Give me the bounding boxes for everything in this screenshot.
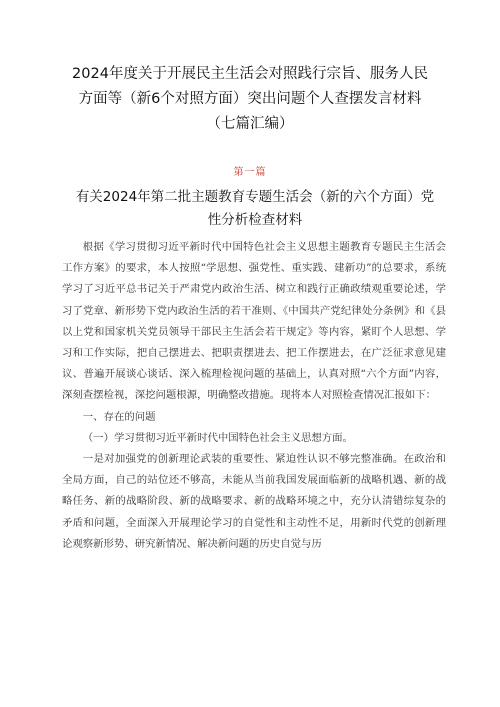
subheading-study: （一）学习贯彻习近平新时代中国特色社会主义思想方面。	[82, 431, 353, 444]
section-label: 第一篇	[233, 167, 267, 178]
intro-paragraph: 根据《学习贯彻习近平新时代中国特色社会主义思想主题教育专题民主生活会工作方案》的要求，本人按照“学思想、强党性、重实践、建新功”的总要求，系统学习了习近平总书记关于严肃党内政治生活、树立和践行正确政绩观重要论述，学习了党章、新形势下党内政治生活的若干准则、《中国共产党纪律处分条例》和《县以上党和国家机关党员领导干部民主生活会若干规定》等内容，紧盯个人思想、学习和工作实际，把自己摆进去、把职责摆进去、把工作摆进去，在广泛征求意见建议、普遍开展谈心谈话、深入梳理检视问题的基础上，认真对照“六个方面”内容，深刻查摆检视，深挖问题根源，明确整改措施。现将本人对照检查情况汇报如下：	[62, 241, 446, 402]
title-line-2: 方面等（新6个对照方面）突出问题个人查摆发言材料	[78, 91, 422, 107]
title-line-1: 2024年度关于开展民主生活会对照践行宗旨、服务人民	[72, 66, 428, 82]
article-title	[40, 186, 470, 232]
document-title	[40, 62, 460, 137]
body-text	[62, 237, 446, 555]
body-paragraph: 一是对加强党的创新理论武装的重要性、紧迫性认识不够完整准确。在政治和全局方面，自己的站位还不够高，未能从当前我国发展面临新的战略机遇、新的战略任务、新的战略阶段、新的战略要求、新的战略环境之中，充分认清错综复杂的矛盾和问题，全面深入开展理论学习的自觉性和主动性不足，用新时代党的创新理论观察新形势、研究新情况、解决新问题的历史自觉与历	[62, 453, 446, 550]
title-line-3: （七篇汇编）	[206, 116, 294, 132]
article-title-line-2: 性分析检查材料	[207, 212, 303, 228]
heading-problems: 一、存在的问题	[82, 410, 156, 423]
article-title-line-1: 有关2024年第二批主题教育专题生活会（新的六个方面）党	[75, 189, 435, 205]
